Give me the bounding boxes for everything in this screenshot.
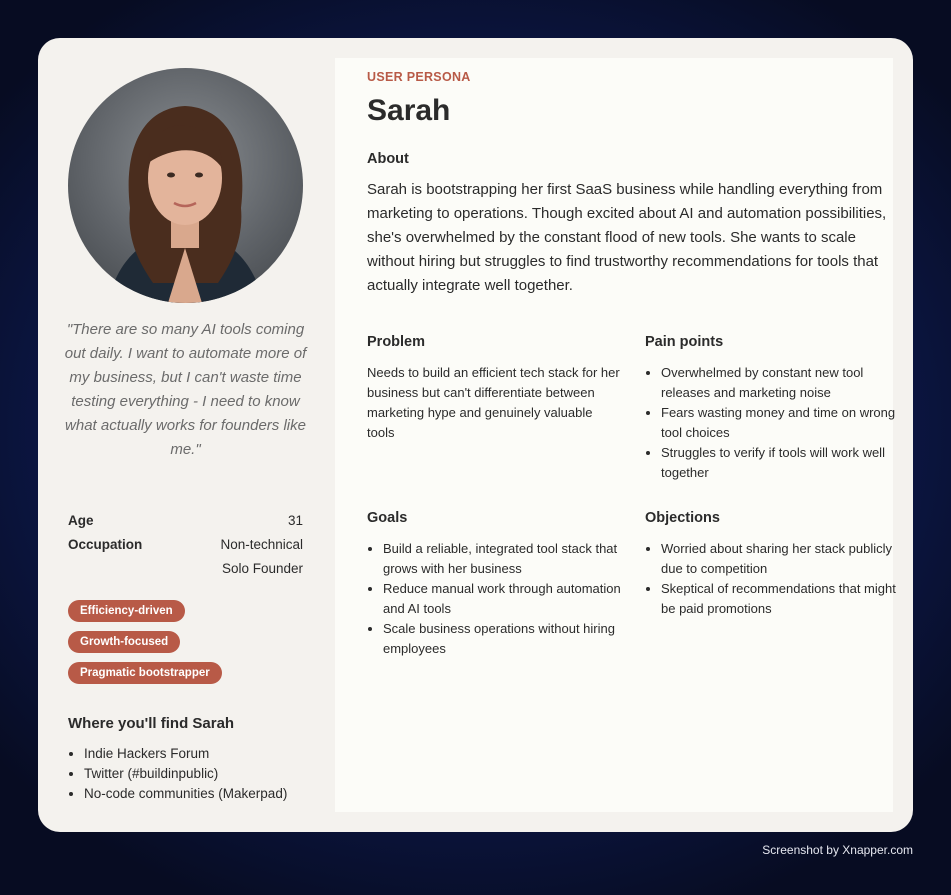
- list-item: • Worried about sharing her stack publicly due to competition: [661, 539, 897, 579]
- fact-occupation: [68, 533, 303, 581]
- occupation-line-1: Non-technical: [220, 537, 303, 552]
- screenshot-credit: Screenshot by Xnapper.com: [762, 843, 913, 857]
- pain-points-list: [645, 363, 897, 483]
- tag: Efficiency-driven: [68, 600, 185, 622]
- section-eyebrow: USER PERSONA: [367, 70, 471, 84]
- age-value: 31: [287, 513, 303, 528]
- list-item: • No-code communities (Makerpad): [84, 784, 287, 804]
- list-item: • Indie Hackers Forum: [84, 744, 287, 764]
- list-item: • Twitter (#buildinpublic): [84, 764, 287, 784]
- objections-list: [645, 539, 897, 619]
- occupation-line-2: Solo Founder: [221, 561, 303, 576]
- pain-points-heading: Pain points: [645, 334, 724, 350]
- age-label: Age: [68, 513, 94, 528]
- list-item: • Reduce manual work through automation and AI tools: [383, 579, 623, 619]
- about-heading: About: [367, 151, 409, 167]
- persona-tags: [68, 600, 222, 693]
- occupation-value: [220, 533, 303, 581]
- where-to-find-list: [68, 744, 287, 804]
- objections-heading: Objections: [645, 510, 720, 526]
- avatar: [68, 68, 303, 303]
- goals-heading: Goals: [367, 510, 408, 526]
- persona-sidebar: [38, 38, 335, 832]
- persona-quote: "There are so many AI tools coming out daily. I want to automate more of my business, but I can't waste time testing everything - I need to know what actually works for founders like me.": [64, 321, 307, 458]
- portrait-image: [68, 68, 303, 303]
- goals-list: [367, 539, 623, 659]
- persona-card: [38, 38, 913, 832]
- list-item: • Scale business operations without hiring employees: [383, 619, 623, 659]
- list-item: • Fears wasting money and time on wrong tool choices: [661, 403, 897, 443]
- tag: Pragmatic bootstrapper: [68, 662, 222, 684]
- list-item: • Overwhelmed by constant new tool releases and marketing noise: [661, 363, 897, 403]
- list-item: • Build a reliable, integrated tool stack that grows with her business: [383, 539, 623, 579]
- persona-details: [335, 58, 896, 812]
- problem-heading: Problem: [367, 334, 426, 350]
- persona-facts: [68, 509, 303, 581]
- occupation-label: Occupation: [68, 537, 143, 552]
- where-to-find-title: Where you'll find Sarah: [68, 715, 235, 732]
- fact-age: [68, 509, 303, 533]
- persona-name: Sarah: [367, 94, 451, 127]
- list-item: • Struggles to verify if tools will work well together: [661, 443, 897, 483]
- about-text: Sarah is bootstrapping her first SaaS business while handling everything from marketing to operations. Though excited about AI and automation possibilities, she's overwhelmed by the constant flood of new tools. She wants to scale without hiring but struggles to find trustworthy recommendations for tools that actually integrate well together.: [367, 181, 887, 294]
- list-item: • Skeptical of recommendations that might be paid promotions: [661, 579, 897, 619]
- problem-text: Needs to build an efficient tech stack for her business but can't differentiate between marketing hype and genuinely valuable tools: [367, 365, 620, 440]
- tag: Growth-focused: [68, 631, 180, 653]
